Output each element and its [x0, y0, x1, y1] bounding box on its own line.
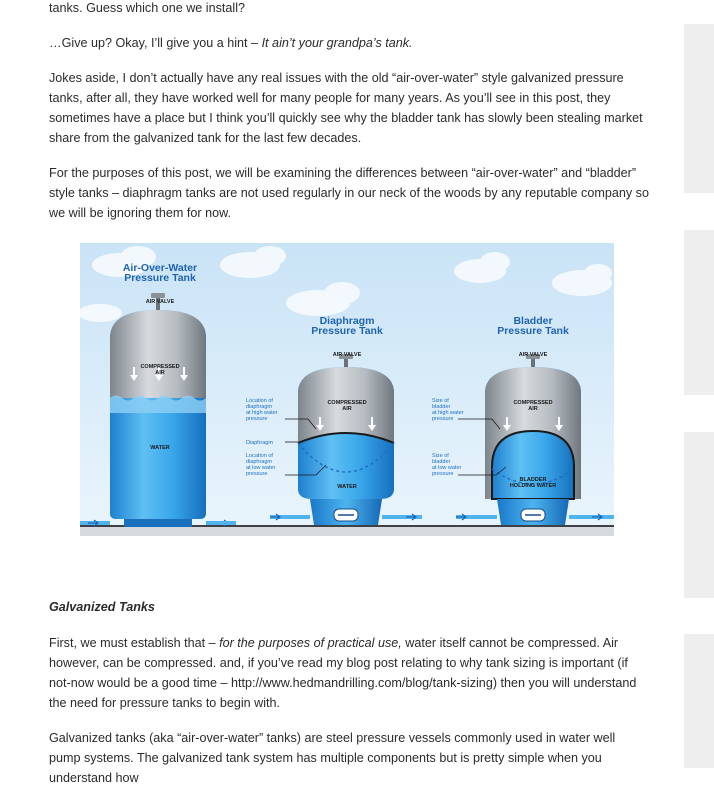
t2-loc-high-1: Location of: [246, 398, 273, 404]
t2-diaphragm: Diaphragm: [246, 440, 273, 446]
t3-air-valve: AIR VALVE: [518, 352, 548, 358]
pressure-tank-illustration: [80, 243, 614, 536]
t3-size-high-2: bladder: [432, 404, 451, 410]
t2-air-valve: AIR VALVE: [332, 352, 362, 358]
t2-loc-high-2: diaphragm: [246, 404, 272, 410]
first-emphasis: for the purposes of practical use,: [219, 636, 402, 650]
t3-size-low-1: Size of: [432, 453, 449, 459]
t1-compressed-1: COMPRESSED: [140, 364, 180, 370]
first-rest: water itself cannot be compressed. Air however, can be compressed. and, if you’ve read my blog post relating to why tank sizing is important (if not-now would be a good time – http://www.hedmandrilling.com/blog/tank-sizing) then you will understand the need for pressure tanks to begin with.: [49, 636, 637, 710]
t3-bladder-2: HOLDING WATER: [509, 483, 557, 489]
paragraph-jokes: Jokes aside, I don’t actually have any real issues with the old “air-over-water” style galvanized pressure tanks, after all, they have worked well for many people for many years. As you’ll see in this post, they sometimes have a place but I think you’ll quickly see why the bladder tank has slowly been stealing market share from the galvanized tank for the last few decades.: [49, 71, 643, 145]
t3-size-high-3: at high water: [432, 410, 464, 416]
t2-loc-low-1: Location of: [246, 453, 273, 459]
t2-loc-low-4: pressure: [246, 471, 268, 477]
paragraph-top: [49, 0, 649, 18]
t2-compressed-1: COMPRESSED: [327, 400, 367, 406]
section-heading-galvanized: Galvanized Tanks: [49, 600, 155, 614]
t3-size-low-3: at low water: [432, 465, 462, 471]
t2-loc-high-4: pressure: [246, 416, 268, 422]
hint-prefix: …Give up? Okay, I’ll give you a hint –: [49, 36, 262, 50]
t3-size-low-2: bladder: [432, 459, 451, 465]
t3-bladder-1: BLADDER: [519, 477, 547, 483]
t1-title-2: Pressure Tank: [124, 272, 196, 284]
t2-title-1: Diaphragm: [319, 315, 375, 327]
t1-compressed-2: AIR: [155, 370, 165, 376]
t3-compressed-2: AIR: [528, 406, 538, 412]
sidebar-tab-1[interactable]: [684, 24, 714, 193]
t2-compressed-2: AIR: [342, 406, 352, 412]
sidebar-tab-4[interactable]: [684, 634, 714, 768]
t3-title-2: Pressure Tank: [497, 325, 569, 337]
t2-loc-high-3: at high water: [246, 410, 278, 416]
t2-loc-low-2: diaphragm: [246, 459, 272, 465]
paragraph-purposes: For the purposes of this post, we will be examining the differences between “air-over-water” and “bladder” style tanks – diaphragm tanks are not used regularly in our neck of the woods by any reputable company so we will be ignoring them for now.: [49, 166, 649, 220]
first-prefix: First, we must establish that –: [49, 636, 220, 650]
paragraph-hint: [49, 33, 649, 53]
t2-water: WATER: [337, 484, 357, 490]
paragraph-galvanized: Galvanized tanks (aka “air-over-water” tanks) are steel pressure vessels commonly used in water well pump systems. The galvanized tank system has multiple components but is pretty simple when you understand how: [49, 731, 616, 785]
right-sidebar-tabs: [684, 0, 714, 768]
t3-size-high-4: pressure: [432, 416, 454, 422]
t3-compressed-1: COMPRESSED: [513, 400, 553, 406]
t3-size-high-1: Size of: [432, 398, 449, 404]
t3-size-low-4: pressure: [432, 471, 454, 477]
sidebar-tab-2[interactable]: [684, 230, 714, 395]
paragraph-top-text: tanks. Guess which one we install?: [49, 1, 246, 15]
hint-emphasis: It ain’t your grandpa’s tank.: [261, 36, 413, 50]
sidebar-tab-3[interactable]: [684, 432, 714, 598]
t1-water: WATER: [150, 445, 170, 451]
t1-air-valve: AIR VALVE: [145, 299, 175, 305]
t2-loc-low-3: at low water: [246, 465, 276, 471]
t3-title-1: Bladder: [513, 315, 553, 327]
pressure-tank-diagram: [80, 243, 614, 536]
paragraph-first: [49, 633, 649, 713]
t1-title-1: Air-Over-Water: [122, 262, 198, 274]
t2-title-2: Pressure Tank: [311, 325, 383, 337]
